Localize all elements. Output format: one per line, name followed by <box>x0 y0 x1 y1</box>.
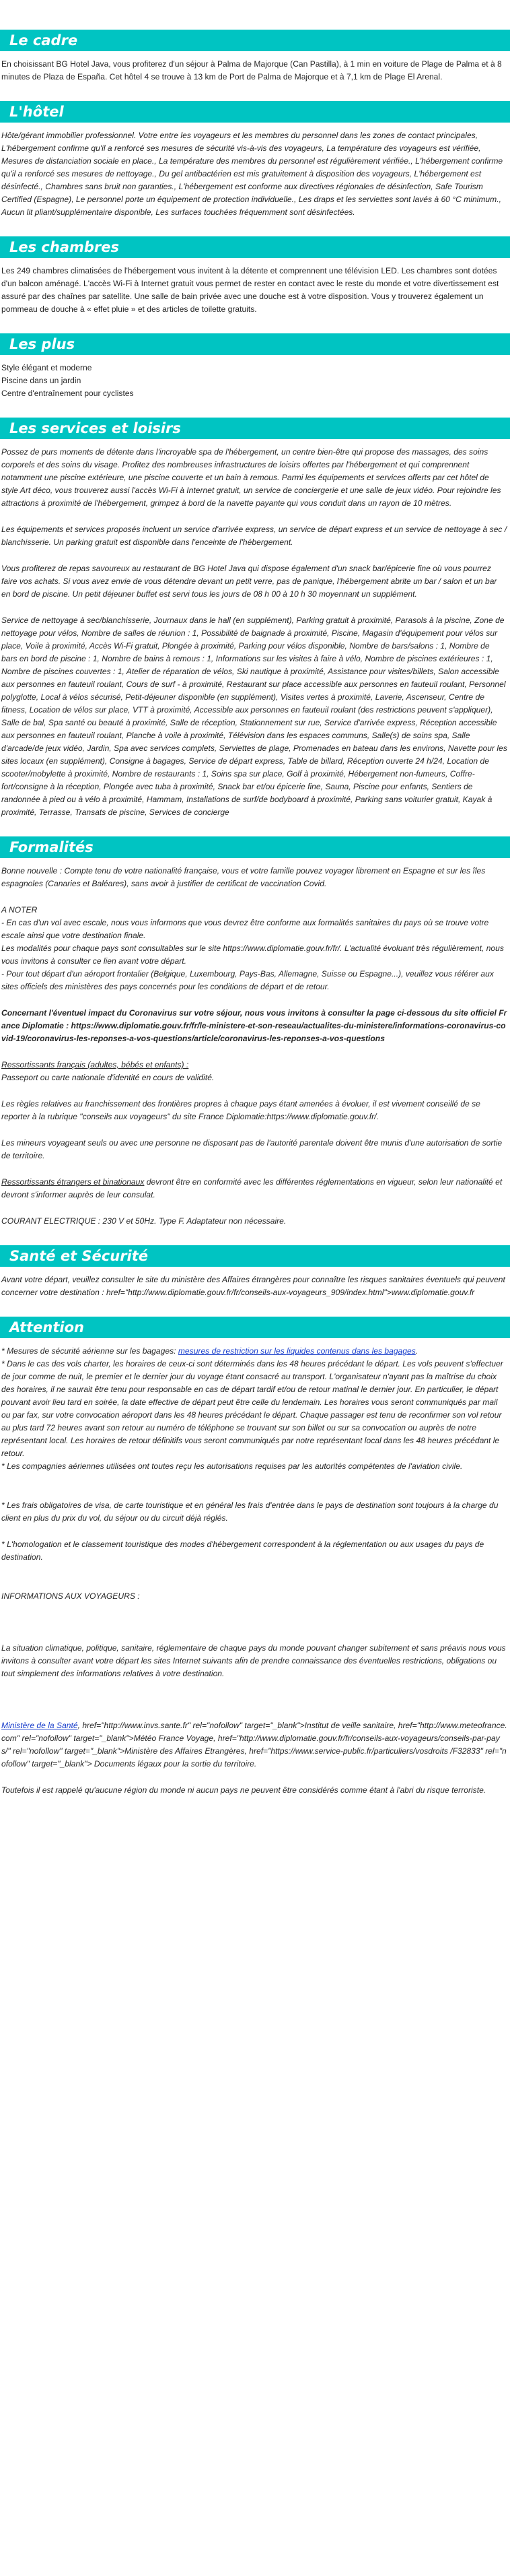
formalites-mineurs: Les mineurs voyageant seuls ou avec une personne ne disposant pas de l'autorité parentale doivent être munis d'une autorisation de sortie de territoire. <box>1 1138 503 1160</box>
services-paragraph: Les équipements et services proposés incluent un service d'arrivée express, un service de départ express et un service de nettoyage à sec / blanchisserie. Un parking gratuit est disponible dans l'enceinte de l'hébergement. <box>1 525 507 547</box>
ministere-sante-link[interactable]: Ministère de la Santé <box>1 1721 78 1730</box>
section-sante <box>0 1245 510 1299</box>
nota-line: A NOTER <box>1 905 38 915</box>
nota-line: - Pour tout départ d'un aéroport frontalier (Belgique, Luxembourg, Pays-Bas, Allemagne, Suisse ou Espagne...), veuillez vous référer aux sites officiels des ministères des pays concernés pour les conditions de départ et de retour. <box>1 969 494 991</box>
section-title-hotel: L'hôtel <box>0 101 510 123</box>
sante-text: Avant votre départ, veuillez consulter le site du ministère des Affaires étrangères pour connaître les risques sanitaires éventuels qui peuvent concerner votre destination : href="http://www.diplomatie.gouv.fr/fr/conseils-aux-voyageurs_909/index.html">www.diplomatie.gouv.fr <box>1 1275 505 1297</box>
plus-list <box>0 362 510 400</box>
formalites-intro: Bonne nouvelle : Compte tenu de votre nationalité française, vous et votre famille pouvez voyager librement en Espagne et sur les îles espagnoles (Canaries et Baléares), sans avoir à justifier de certificat de vaccination Covid. <box>1 866 486 888</box>
formalites-nota <box>1 904 507 993</box>
section-title-formalites: Formalités <box>0 836 510 858</box>
plus-item: Piscine dans un jardin <box>1 376 81 385</box>
binationaux-text: devront être en conformité avec les différentes réglementations en vigueur, selon leur nationalité et devront s'informer auprès de leur consulat. <box>1 1177 503 1199</box>
section-cadre <box>0 30 510 84</box>
section-title-chambres: Les chambres <box>0 236 510 258</box>
binationaux-label: Ressortissants étrangers et binationaux <box>1 1177 145 1187</box>
formalites-ressortissants <box>1 1059 507 1084</box>
sites-list-text: , href="http://www.invs.sante.fr" rel="nofollow" target="_blank">Institut de veille sanitaire, href="http://www.meteofrance.com" rel="nofollow" target="_blank">Météo France Voyage, href="http://www.diplomatie.gouv.fr/fr/conseils-aux-voyageurs/conseils-par-pays/" rel="nofollow" target="_blank">Ministère des Affaires Etrangères, href="https://www.service-public.fr/particuliers/vosdroits /F32833" rel="nofollow" target="_blank"> Documents légaux pour la sortie du territoire. <box>1 1721 507 1769</box>
section-hotel <box>0 101 510 219</box>
attention-situation: La situation climatique, politique, sanitaire, réglementaire de chaque pays du monde pouvant changer subitement et sans préavis nous vous invitons à consulter avant votre départ les sites Internet suivants afin de prendre connaissance des éventuelles restrictions, obligations ou tout simplement des informations relatives à votre destination. <box>1 1643 506 1678</box>
section-plus <box>0 333 510 400</box>
mesures-prefix: * Mesures de sécurité aérienne sur les bagages: <box>1 1346 178 1356</box>
attention-mesures <box>1 1345 507 1358</box>
formalites-binationaux <box>1 1176 507 1201</box>
mesures-suffix: . <box>415 1346 418 1356</box>
section-title-sante: Santé et Sécurité <box>0 1245 510 1267</box>
attention-sites <box>1 1719 507 1771</box>
chambres-text: Les 249 chambres climatisées de l'hébergement vous invitent à la détente et comprennent une télévision LED. Les chambres sont dotées d'un balcon aménagé. L'accès Wi-Fi à Internet gratuit vous permet de rester en contact avec le reste du monde et votre divertissement est assuré par des chaînes par satellite. Une salle de bain privée avec une douche est à votre disposition. Vous y trouverez également un pommeau de douche à « effet pluie » et des articles de toilette gratuits. <box>1 266 499 314</box>
liquides-restriction-link[interactable]: mesures de restriction sur les liquides contenus dans les bagages <box>178 1346 416 1356</box>
formalites-covid: Concernant l'éventuel impact du Coronavirus sur votre séjour, nous vous invitons à consulter la page ci-dessous du site officiel France Diplomatie : https://www.diplomatie.gouv.fr/fr/le-ministere-et-son-reseau/actualites-du-ministere/informations-coronavirus-covid-19/coronavirus-les-reponses-a-vos-questions/article/coronavirus-les-reponses-a-vos-questions <box>1 1008 507 1043</box>
attention-compagnies: * Les compagnies aériennes utilisées ont toutes reçu les autorisations requises par les autorités compétentes de l'aviation civile. <box>1 1461 463 1471</box>
section-title-attention: Attention <box>0 1317 510 1338</box>
nota-line: Les modalités pour chaque pays sont consultables sur le site https://www.diplomatie.gouv.fr/fr/. L'actualité évoluant très régulièrement, nous vous invitons à consulter ce lien avant votre départ. <box>1 944 504 966</box>
ressortissants-text: Passeport ou carte nationale d'identité en cours de validité. <box>1 1073 215 1082</box>
attention-homologation: * L'homologation et le classement touristique des modes d'hébergement correspondent à la réglementation ou aux usages du pays de destination. <box>1 1540 484 1562</box>
section-title-plus: Les plus <box>0 333 510 355</box>
services-paragraph: Possez de purs moments de détente dans l'incroyable spa de l'hébergement, un centre bien-être qui propose des massages, des soins corporels et des soins du visage. Profitez des nombreuses infrastructures de loisirs offertes par l'hébergement et qui comprennent notamment une piscine extérieure, une piscine couverte et un bain à remous. Parmi les équipements et services offerts par cet hôtel de style Art déco, vous trouverez aussi l'accès Wi-Fi à Internet gratuit, un service de conciergerie et une salle de jeux vidéo. Pour rejoindre les attractions à proximité de l'hébergement, grimpez à bord de la navette payante qui vous conduit dans un rayon de 10 mètres. <box>1 447 501 508</box>
section-title-services: Les services et loisirs <box>0 418 510 439</box>
plus-item: Centre d'entraînement pour cyclistes <box>1 389 134 398</box>
hotel-text: Hôte/gérant immobilier professionnel. Votre entre les voyageurs et les membres du personnel dans les zones de contact principales, L'hébergement confirme qu'il a renforcé ses mesures de sécurité vis-à-vis des voyageurs, La température des voyageurs est vérifiée, Mesures de distanciation sociale en place., La température des membres du personnel est régulièrement vérifiée., L'hébergement confirme qu'il a renforcé ses mesures de nettoyage., Du gel antibactérien est mis gratuitement à disposition des voyageurs, L'hébergement est désinfecté., Chambres sans bruit non garanties., L'hébergement est conforme aux directives régionales de désinfection, Safe Tourism Certified (Espagne), Le personnel porte un équipement de protection individuelle., Les draps et les serviettes sont lavés à 60 °C minimum., Aucun lit pliant/supplémentaire disponible, Les surfaces touchées fréquemment sont désinfectées. <box>1 131 503 217</box>
formalites-regles: Les règles relatives au franchissement des frontières propres à chaque pays étant amenées à évoluer, il est vivement conseillé de se reporter à la rubrique "conseils aux voyageurs" du site France Diplomatie:https://www.diplomatie.gouv.fr/. <box>1 1099 480 1121</box>
attention-infos-label: INFORMATIONS AUX VOYAGEURS : <box>1 1591 140 1601</box>
section-services <box>0 418 510 819</box>
ressortissants-label: Ressortissants français (adultes, bébés et enfants) : <box>1 1060 189 1069</box>
cadre-text: En choisissant BG Hotel Java, vous profiterez d'un séjour à Palma de Majorque (Can Pastilla), à 1 min en voiture de Plage de Palma et à 8 minutes de Plaza de España. Cet hôtel 4 se trouve à 13 km de Port de Palma de Majorque et à 7,1 km de Plage El Arenal. <box>1 59 502 81</box>
services-paragraph: Vous profiterez de repas savoureux au restaurant de BG Hotel Java qui dispose également d'un snack bar/épicerie fine où vous pourrez faire vos achats. Si vous avez envie de vous détendre devant un petit verre, pas de panique, l'hébergement abrite un bar / salon et un bar en bord de piscine. Un petit déjeuner buffet est servi tous les jours de 08 h 00 à 10 h 30 moyennant un supplément. <box>1 564 497 599</box>
section-title-cadre: Le cadre <box>0 30 510 51</box>
services-paragraph: Service de nettoyage à sec/blanchisserie, Journaux dans le hall (en supplément), Parking gratuit à proximité, Parasols à la piscine, Zone de nettoyage pour vélos, Nombre de salles de réunion : 1, Possibilité de baignade à proximité, Piscine, Magasin d'équipement pour vélos sur place, Voile à proximité, Accès Wi-Fi gratuit, Plongée à proximité, Parking pour vélos disponible, Nombre de bars/salons : 1, Nombre de bars en bord de piscine : 1, Nombre de bains à remous : 1, Informations sur les visites à faire à vélo, Nombre de piscines extérieures : 1, Nombre de piscines couvertes : 1, Atelier de réparation de vélos, Ski nautique à proximité, Assistance pour visites/billets, Salon accessible aux personnes en fauteuil roulant, Cours de surf - à proximité, Restaurant sur place accessible aux personnes en fauteuil roulant, Personnel polyglotte, Local à vélos sécurisé, Petit-déjeuner disponible (en supplément), Visites vertes à proximité, Laverie, Ascenseur, Centre de fitness, Location de vélos sur place, VTT à proximité, Accessible aux personnes en fauteuil roulant (des restrictions peuvent s'appliquer), Salle de bal, Spa santé ou beauté à proximité, Salle de réception, Stationnement sur rue, Service d'arrivée express, Réception accessible aux personnes en fauteuil roulant, Planche à voile à proximité, Télévision dans les espaces communs, Salle(s) de soins spa, Salle d'arcade/de jeux vidéo, Jardin, Spa avec services complets, Serviettes de plage, Promenades en bateau dans les environs, Navette pour les sites locaux (en supplément), Consigne à bagages, Service de départ express, Table de billard, Réception ouverte 24 h/24, Location de scooter/mobylette à proximité, Nombre de restaurants : 1, Soins spa sur place, Golf à proximité, Hébergement non-fumeurs, Coffre-fort/consigne à la réception, Plongée avec tuba à proximité, Snack bar et/ou épicerie fine, Sauna, Piscine pour enfants, Sentiers de randonnée à pied ou à vélo à proximité, Hammam, Installations de surf/de bodyboard à proximité, Parking sans voiturier gratuit, Kayak à proximité, Terrasse, Transats de piscine, Services de concierge <box>1 616 507 817</box>
section-chambres <box>0 236 510 316</box>
nota-line: - En cas d'un vol avec escale, nous vous informons que vous devrez être conforme aux formalités sanitaires du pays où se trouve votre escale ainsi que votre destination finale. <box>1 918 489 940</box>
attention-frais: * Les frais obligatoires de visa, de carte touristique et en général les frais d'entrée dans le pays de destination sont toujours à la charge du client en plus du prix du vol, du séjour ou du circuit déjà réglés. <box>1 1500 499 1523</box>
formalites-courant: COURANT ELECTRIQUE : 230 V et 50Hz. Type F. Adaptateur non nécessaire. <box>1 1216 287 1226</box>
attention-charter: * Dans le cas des vols charter, les horaires de ceux-ci sont déterminés dans les 48 heures précédant le départ. Les vols peuvent s'effectuer de jour comme de nuit, le premier et le dernier jour du voyage étant consacré au transport. L'organisateur n'ayant pas la maîtrise du choix des horaires, il ne saurait être tenu pour responsable en cas de départ tardif et/ou de retour matinal le dernier jour. En particulier, le départ pouvant avoir lieu tard en soirée, la date effective de départ peut être celle du lendemain. Les horaires vous seront communiqués par mail ou par fax, sur votre convocation aéroport dans les 48 heures précédant le départ. Chaque passager est tenu de reconfirmer son vol retour au plus tard 72 heures avant son retour au numéro de téléphone se trouvant sur son billet ou sur sa convocation ou auprès de notre représentant local. Les horaires de retour définitifs vous seront communiqués par notre représentant local dans les 48 heures précédant le retour. <box>1 1359 503 1458</box>
section-formalites <box>0 836 510 1228</box>
section-attention <box>0 1317 510 1797</box>
plus-item: Style élégant et moderne <box>1 363 92 372</box>
attention-toutefois: Toutefois il est rappelé qu'aucune région du monde ni aucun pays ne peuvent être considérés comme étant à l'abri du risque terroriste. <box>1 1785 486 1795</box>
